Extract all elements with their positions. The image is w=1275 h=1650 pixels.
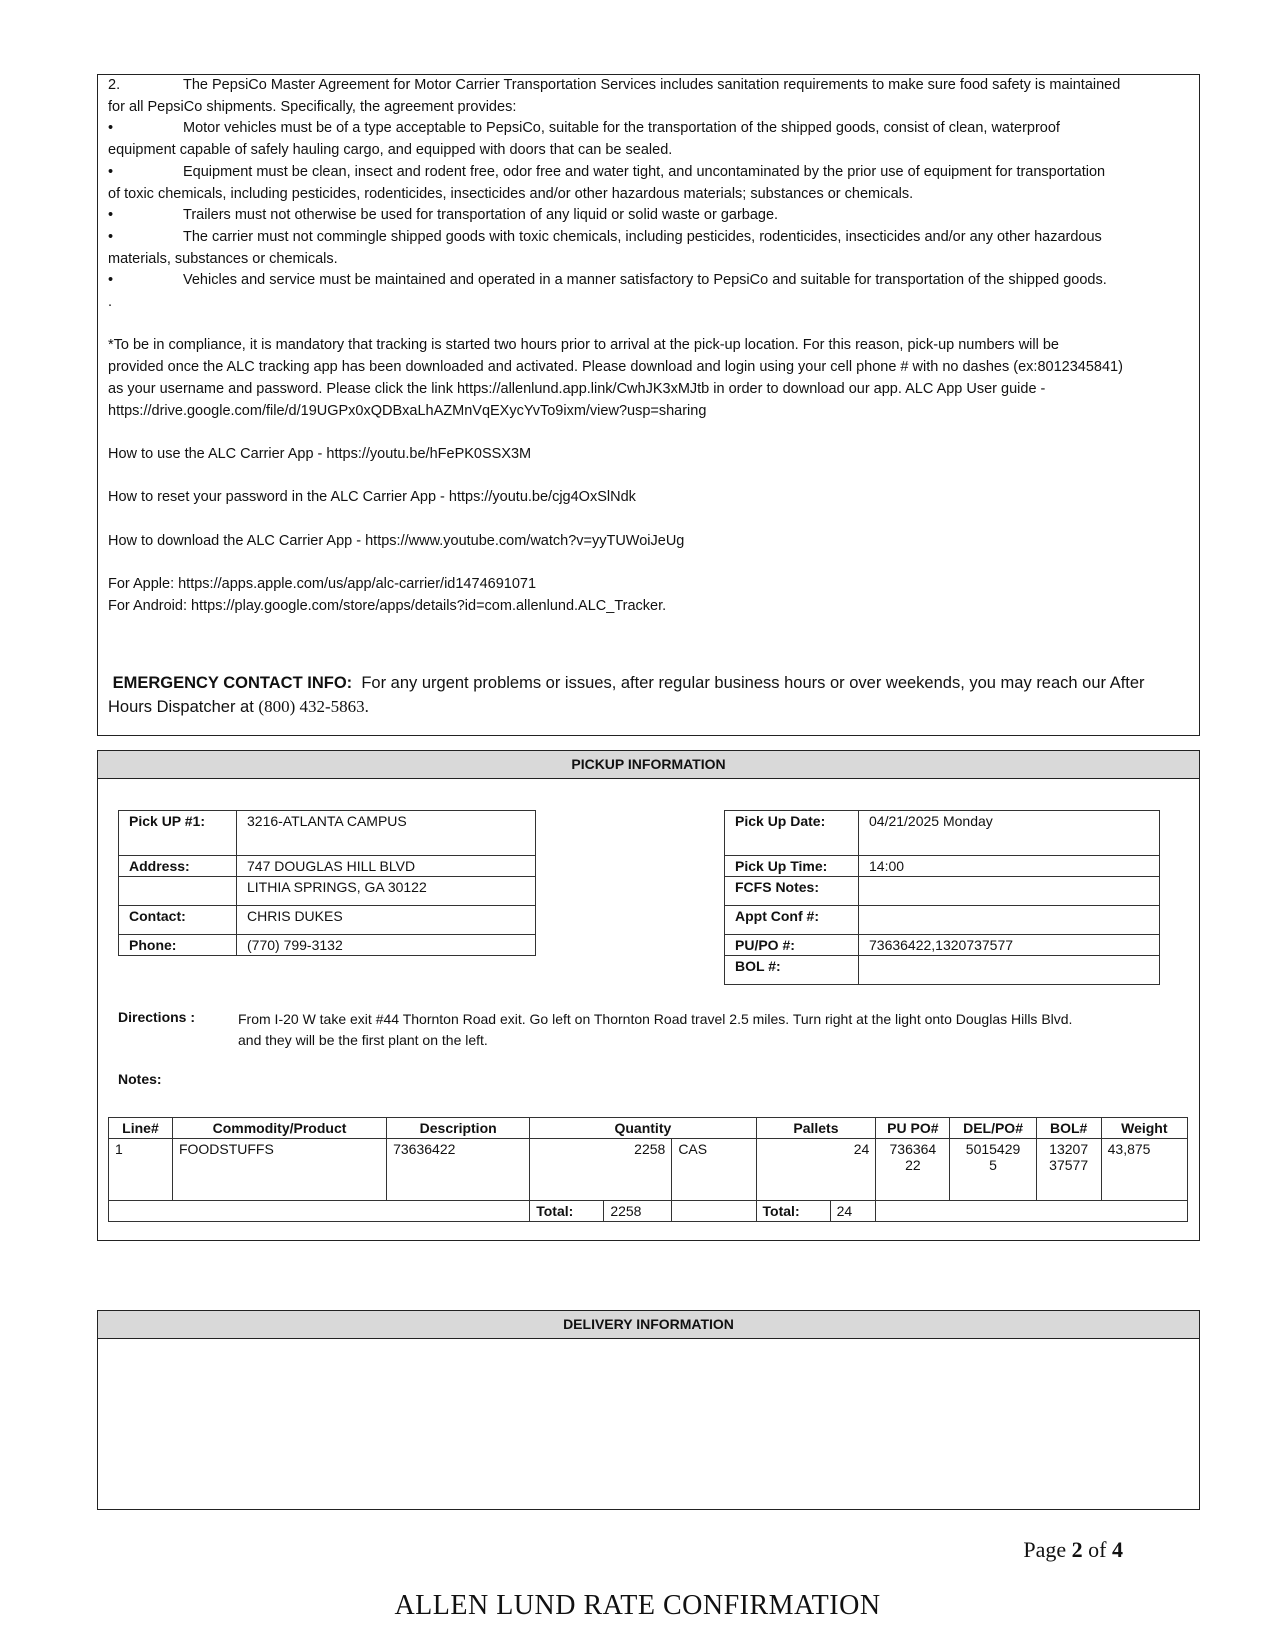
howto-use-link[interactable]: How to use the ALC Carrier App - https://youtu.be/hFePK0SSX3M <box>108 445 532 462</box>
terms-item-2: 2. The PepsiCo Master Agreement for Motor Carrier Transportation Services includes sanitation requirements to make sure food safety is maintained <box>108 77 1121 93</box>
appt-conf <box>859 906 1160 935</box>
items-table: Line# Commodity/Product Description Quantity Pallets PU PO# DEL/PO# BOL# Weight 1 FOODSTUFFS 73636422 2258 CAS 24 736364 22 5015429 5 13207 37577 43,875 Total: 2258 Total: 24 <box>108 1117 1188 1222</box>
address-line-2: LITHIA SPRINGS, GA 30122 <box>237 877 536 906</box>
pu-po-number: 73636422,1320737577 <box>859 935 1160 956</box>
bol-number <box>859 956 1160 985</box>
bullet-2: • Equipment must be clean, insect and rodent free, odor free and water tight, and uncontaminated by the prior use of equipment for transportation <box>108 163 1106 180</box>
directions-text: From I-20 W take exit #44 Thornton Road exit. Go left on Thornton Road travel 2.5 miles. Turn right at the light onto Douglas Hills Blvd. and they will be the first plant on the left. <box>238 1011 1073 1048</box>
howto-reset-link[interactable]: How to reset your password in the ALC Carrier App - https://youtu.be/cjg4OxSlNdk <box>108 489 636 506</box>
emergency-phone: (800) 432-5863. <box>258 696 369 716</box>
bullet-3: • Trailers must not otherwise be used for transportation of any liquid or solid waste or garbage. <box>108 207 779 224</box>
directions-label: Directions : <box>118 1009 196 1025</box>
pickup-location: 3216-ATLANTA CAMPUS <box>237 811 536 856</box>
user-guide-link[interactable]: https://drive.google.com/file/d/19UGPx0xQDBxaLhAZMnVqEXycYvTo9ixm/view?usp=sharing <box>108 402 707 419</box>
app-link-text[interactable]: as your username and password. Please click the link https://allenlund.app.link/CwhJK3xMJtb in order to download our app. ALC App User guide - <box>108 380 1046 397</box>
fcfs-notes <box>859 877 1160 906</box>
page-number: Page 2 of 4 <box>1023 1537 1123 1562</box>
terms-box: 2. The PepsiCo Master Agreement for Motor Carrier Transportation Services includes sanitation requirements to make sure food safety is maintained for all PepsiCo shipments. Specifically, the agreement provides: • Motor vehicles must be of a type acceptable to PepsiCo, suitable for the transportation of the shipped goods, consist of clean, waterproof equipment capable of safely hauling cargo, and equipped with doors that can be sealed. • Equipment must be clean, insect and rodent free, odor free and water tight, and uncontaminated by the prior use of equipment for transportation of toxic chemicals, including pesticides, rodenticides, insecticides and/or other hazardous materials; substances or chemicals. • Trailers must not otherwise be used for transportation of any liquid or solid waste or garbage. • The carrier must not commingle shipped goods with toxic chemicals, including pesticides, rodenticides, insecticides and/or any other hazardous materials, substances or chemicals. • Vehicles and service must be maintained and operated in a manner satisfactory to PepsiCo and suitable for transportation of the shipped goods. . *To be in compliance, it is mandatory that tracking is started two hours prior to arrival at the pick-up location. For this reason, pick-up numbers will be provided once the ALC tracking app has been downloaded and activated. Please download and login using your cell phone # with no dashes (ex:8012345841) as your username and password. Please click the link https://allenlund.app.link/CwhJK3xMJtb in order to download our app. ALC App User guide - https://drive.google.com/file/d/19UGPx0xQDBxaLhAZMnVqEXycYvTo9ixm/view?usp=sharing How to use the ALC Carrier App - https://youtu.be/hFePK0SSX3M How to reset your password in the ALC Carrier App - https://youtu.be/cjg4OxSlNdk How to download the ALC Carrier App - https://www.youtube.com/watch?v=yyTUWoiJeUg For Apple: https://apps.apple.com/us/app/alc-carrier/id1474691071 For Android: https://play.google.com/store/apps/details?id=com.allenlund.ALC_Tracker. EMERGENCY CONTACT INFO: For any urgent problems or issues, after regular business hours or over weekends, you may reach our After Hours Dispatcher at (800) 432-5863. <box>97 74 1200 736</box>
totals-row: Total: 2258 Total: 24 <box>109 1201 1188 1222</box>
delivery-section <box>97 1310 1200 1510</box>
pickup-time: 14:00 <box>859 856 1160 877</box>
notes-label: Notes: <box>118 1071 162 1087</box>
bullet-1: • Motor vehicles must be of a type acceptable to PepsiCo, suitable for the transportation of the shipped goods, consist of clean, waterproof <box>108 120 1060 137</box>
quantity-total: 2258 <box>604 1201 672 1222</box>
pickup-schedule-table: Pick Up Date: 04/21/2025 Monday Pick Up Time: 14:00 FCFS Notes: Appt Conf #: PU/PO #: 73636422,1320737577 BOL #: <box>724 810 1160 985</box>
address-line-1: 747 DOUGLAS HILL BLVD <box>237 856 536 877</box>
bullet-4: • The carrier must not commingle shipped goods with toxic chemicals, including pesticides, rodenticides, insecticides and/or any other hazardous <box>108 228 1102 245</box>
apple-link[interactable]: For Apple: https://apps.apple.com/us/app/alc-carrier/id1474691071 <box>108 576 537 593</box>
pallets-total: 24 <box>830 1201 876 1222</box>
compliance-text: *To be in compliance, it is mandatory that tracking is started two hours prior to arrival at the pick-up location. For this reason, pick-up numbers will be <box>108 337 1059 354</box>
bullet-5: • Vehicles and service must be maintained and operated in a manner satisfactory to PepsiCo and suitable for transportation of the shipped goods. <box>108 272 1107 289</box>
delivery-heading: DELIVERY INFORMATION <box>98 1311 1199 1339</box>
emergency-contact: EMERGENCY CONTACT INFO: For any urgent problems or issues, after regular business hours or over weekends, you may reach our After Hours Dispatcher at (800) 432-5863. <box>108 673 1145 716</box>
howto-download-link[interactable]: How to download the ALC Carrier App - https://www.youtube.com/watch?v=yyTUWoiJeUg <box>108 532 685 549</box>
pickup-section <box>97 750 1200 1241</box>
contact-name: CHRIS DUKES <box>237 906 536 935</box>
document-title: ALLEN LUND RATE CONFIRMATION <box>394 1590 881 1621</box>
pickup-heading: PICKUP INFORMATION <box>98 751 1199 779</box>
table-row: 1 FOODSTUFFS 73636422 2258 CAS 24 736364 22 5015429 5 13207 37577 43,875 <box>109 1139 1188 1201</box>
pickup-location-table: Pick UP #1: 3216-ATLANTA CAMPUS Address: 747 DOUGLAS HILL BLVD LITHIA SPRINGS, GA 30122 Contact: CHRIS DUKES Phone: (770) 799-3132 <box>118 810 536 956</box>
contact-phone: (770) 799-3132 <box>237 935 536 956</box>
android-link[interactable]: For Android: https://play.google.com/store/apps/details?id=com.allenlund.ALC_Tracker. <box>108 597 667 614</box>
pickup-date: 04/21/2025 Monday <box>859 811 1160 856</box>
